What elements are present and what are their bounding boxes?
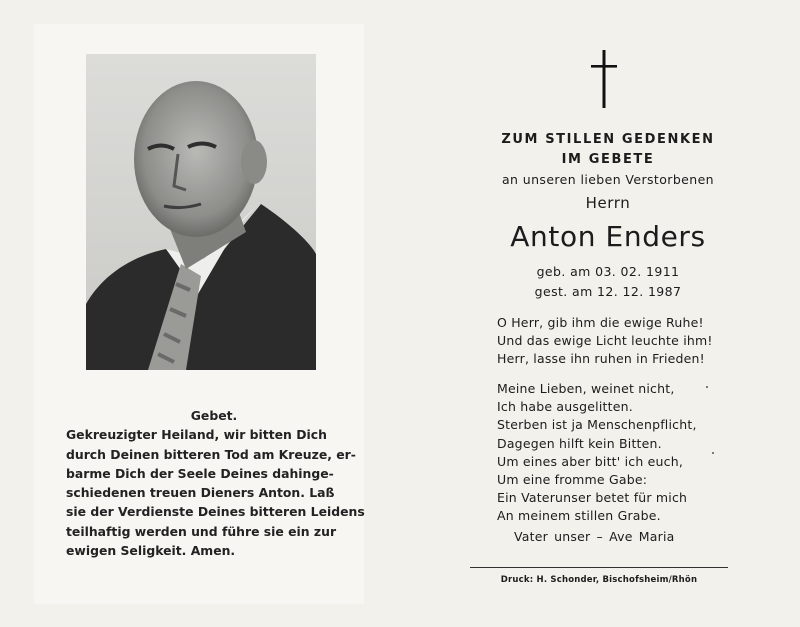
verse-line: Um eines aber bitt' ich euch, <box>497 453 684 469</box>
verse-line: Dagegen hilft kein Bitten. <box>497 435 662 451</box>
print-speck <box>706 386 708 388</box>
prayer-line: schiedenen treuen Dieners Anton. Laß <box>66 485 335 501</box>
intro-line: an unseren lieben Verstorbenen <box>502 172 714 187</box>
verse-block-1 <box>497 314 713 369</box>
prayer-line: ewigen Seligkeit. Amen. <box>66 543 236 559</box>
printer-credit: Druck: H. Schonder, Bischofsheim/Rhön <box>500 575 698 585</box>
portrait-image <box>86 54 316 370</box>
verse-line: Ein Vaterunser betet für mich <box>497 490 688 506</box>
prayer-line: barme Dich der Seele Deines dahinge- <box>66 465 334 481</box>
divider <box>470 567 728 568</box>
prayer-line: sie der Verdienste Deines bitteren Leidens <box>66 504 365 520</box>
deceased-name: Anton Enders <box>510 220 706 253</box>
verse-line: Meine Lieben, weinet nicht, <box>497 381 675 396</box>
verse-line: An meinem stillen Grabe. <box>497 508 661 524</box>
verse-block-2 <box>497 380 697 526</box>
prayer-line: durch Deinen bitteren Tod am Kreuze, er- <box>66 446 356 462</box>
verse-line: Um eine fromme Gabe: <box>497 472 648 488</box>
verse-line: Ich habe ausgelitten. <box>497 399 633 415</box>
verse-line: O Herr, gib ihm die ewige Ruhe! <box>497 315 704 330</box>
verse-line: Herr, lasse ihn ruhen in Frieden! <box>497 351 705 367</box>
prayer-text <box>66 406 366 560</box>
prayer-line: Gekreuzigter Heiland, wir bitten Dich <box>66 427 327 443</box>
heading-line-1: ZUM STILLEN GEDENKEN <box>501 132 715 147</box>
prayer-title: Gebet. <box>190 408 238 423</box>
print-speck <box>712 452 714 454</box>
verse-line: Und das ewige Licht leuchte ihm! <box>497 333 713 349</box>
closing-prayers: Vater unser – Ave Maria <box>514 529 675 544</box>
birth-date: geb. am 03. 02. 1911 <box>536 264 680 279</box>
cross-icon <box>588 50 620 110</box>
heading-line-2: IM GEBETE <box>561 152 655 167</box>
death-date: gest. am 12. 12. 1987 <box>534 284 682 299</box>
verse-line: Sterben ist ja Menschenpflicht, <box>497 417 697 433</box>
portrait-photo <box>86 54 316 370</box>
honorific: Herrn <box>585 194 631 212</box>
prayer-line: teilhaftig werden und führe sie ein zur <box>66 523 337 539</box>
